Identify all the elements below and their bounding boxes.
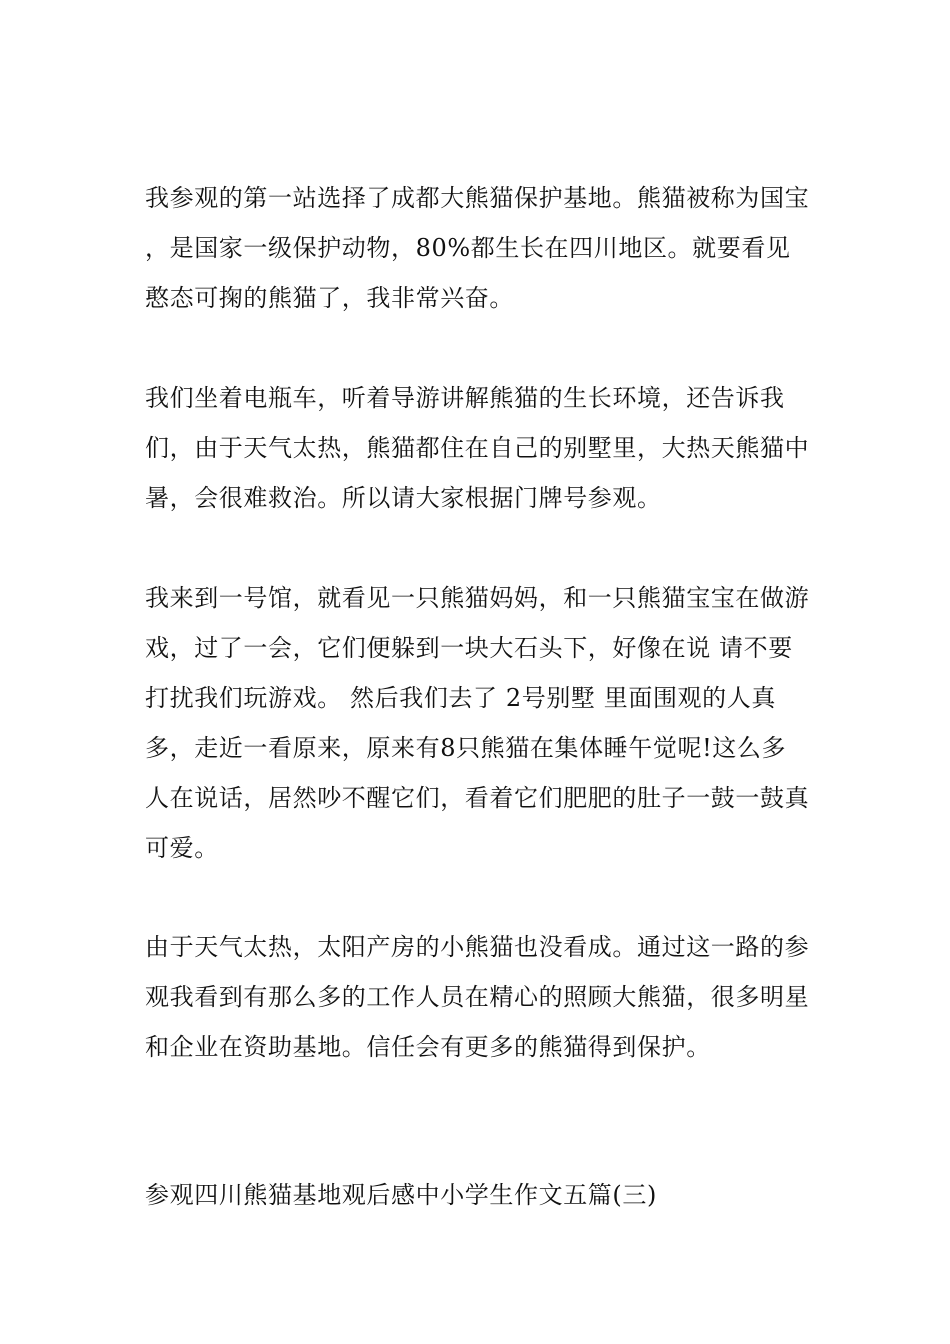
paragraph-conclusion: 由于天气太热，太阳产房的小熊猫也没看成。通过这一路的参观我看到有那么多的工作人员在精心的照顾大熊猫，很多明星和企业在资助基地。信任会有更多的熊猫得到保护。 [145,933,810,1061]
paragraph-first-stop: 我参观的第一站选择了成都大熊猫保护基地。熊猫被称为国宝 ，是国家一级保护动物，80%都生长在四川地区。就要看见憨态可掬的熊猫了，我非常兴奋。 [145,184,810,312]
paragraph-house-one: 我来到一号馆，就看见一只熊猫妈妈，和一只熊猫宝宝在做游戏，过了一会，它们便躲到一块大石头下，好像在说 请不要打扰我们玩游戏。 然后我们去了 2号别墅 里面围观的人真多，走近一看原来，原来有8只熊猫在集体睡午觉呢!这么多人在说话，居然吵不醒它们，看着它们肥肥的肚子一鼓一鼓真可爱。 [145,584,810,862]
paragraph-electric-car: 我们坐着电瓶车，听着导游讲解熊猫的生长环境，还告诉我们，由于天气太热，熊猫都住在自己的别墅里，大热天熊猫中暑，会很难救治。所以请大家根据门牌号参观。 [145,384,810,512]
section-heading: 参观四川熊猫基地观后感中小学生作文五篇(三) [145,1181,657,1209]
